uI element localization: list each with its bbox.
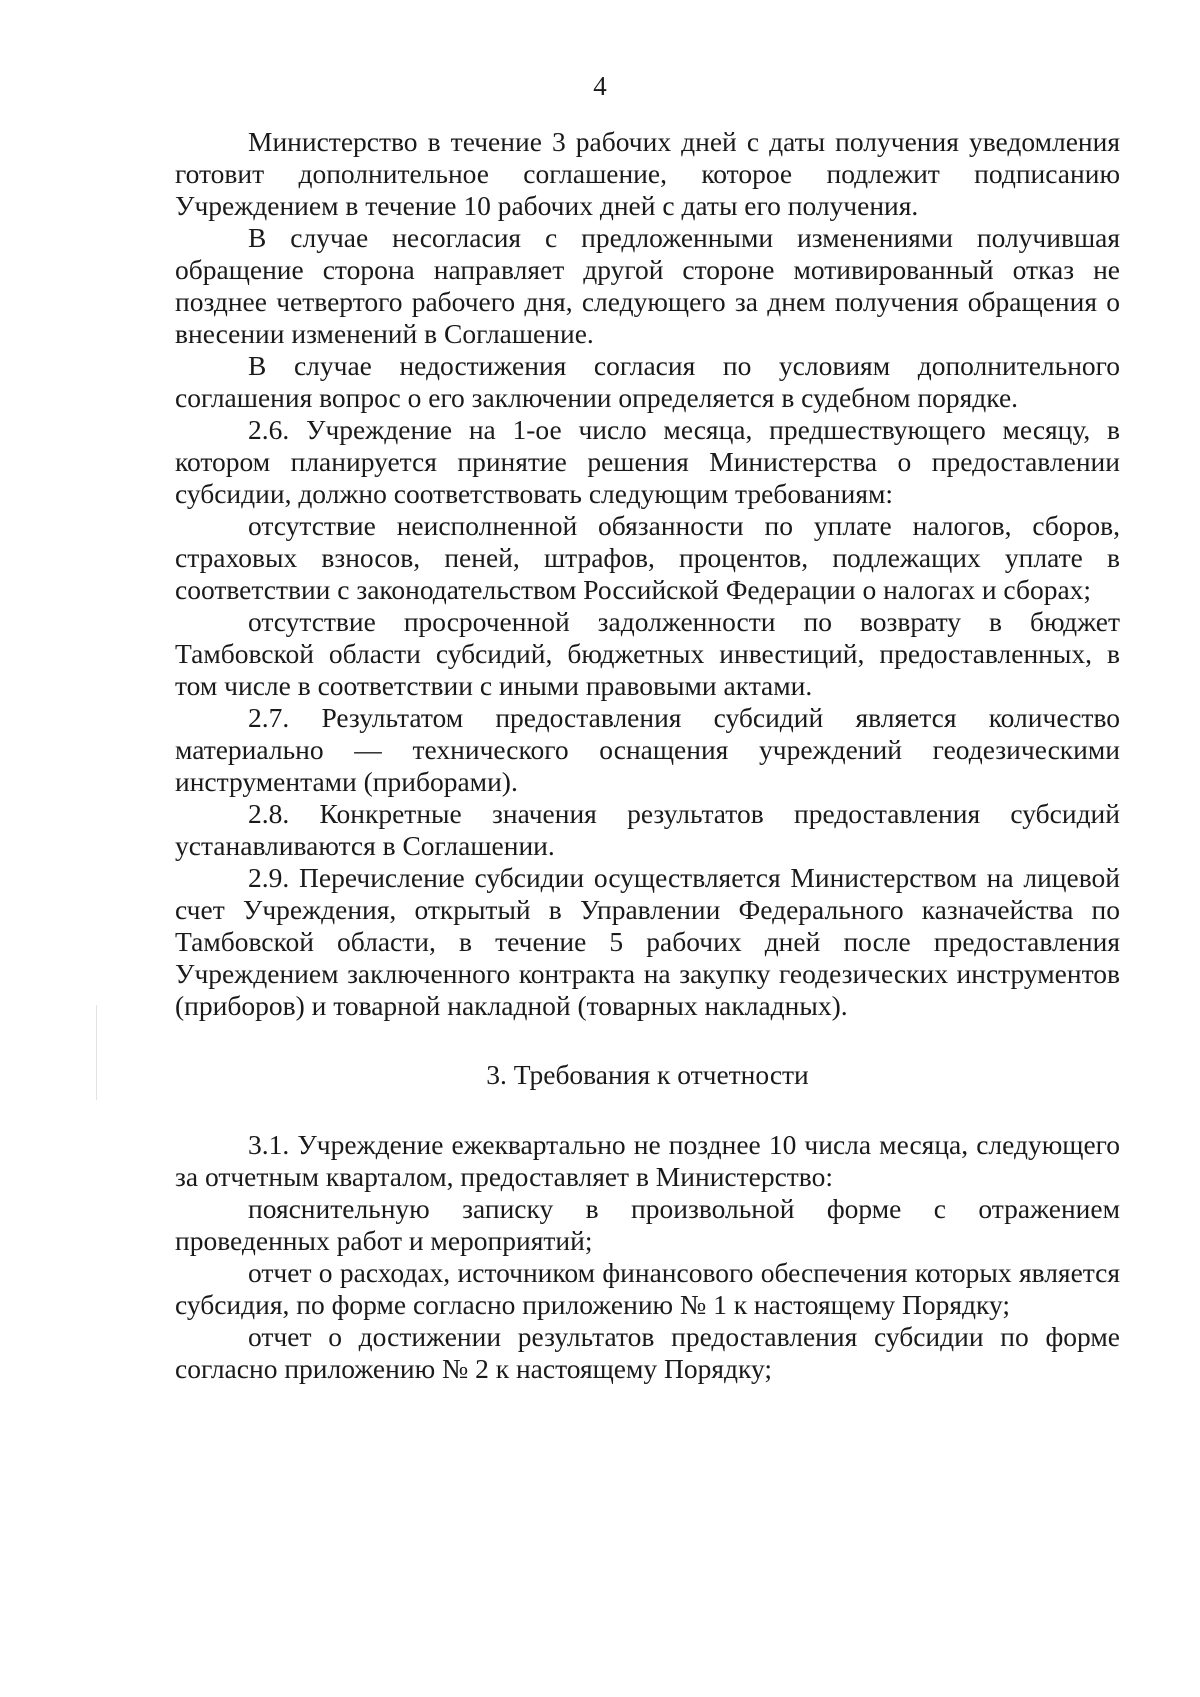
paragraph-2-9: 2.9. Перечисление субсидии осуществляется Министерством на лицевой счет Учреждения, открытый в Управлении Федерального казначейства по Тамбовской области, в течение 5 рабочих дней после предоставления Учреждением заключенного контракта на закупку геодезических инструментов (приборов) и товарной накладной (товарных накладных).	[175, 862, 1120, 1021]
paragraph-explanatory-note: пояснительную записку в произвольной форме с отражением проведенных работ и мероприятий;	[175, 1193, 1120, 1256]
paragraph-no-tax-debt: отсутствие неисполненной обязанности по уплате налогов, сборов, страховых взносов, пеней, штрафов, процентов, подлежащих уплате в соответствии с законодательством Российской Федерации о налогах и сборах;	[175, 510, 1120, 605]
paragraph-results-report: отчет о достижении результатов предоставления субсидии по форме согласно приложению № 2 к настоящему Порядку;	[175, 1321, 1120, 1384]
paragraph-3-1: 3.1. Учреждение ежеквартально не позднее 10 числа месяца, следующего за отчетным кварталом, предоставляет в Министерство:	[175, 1129, 1120, 1192]
paragraph-2-8: 2.8. Конкретные значения результатов предоставления субсидий устанавливаются в Соглашении.	[175, 798, 1120, 861]
section-heading-reporting: 3. Требования к отчетности	[486, 1059, 809, 1090]
paragraph-court-procedure: В случае недостижения согласия по условиям дополнительного соглашения вопрос о его заключении определяется в судебном порядке.	[175, 350, 1120, 413]
document-body	[175, 126, 1120, 1385]
paragraph-expense-report: отчет о расходах, источником финансового обеспечения которых является субсидия, по форме согласно приложению № 1 к настоящему Порядку;	[175, 1257, 1120, 1320]
paragraph-disagreement: В случае несогласия с предложенными изменениями получившая обращение сторона направляет другой стороне мотивированный отказ не позднее четвертого рабочего дня, следующего за днем получения обращения о внесении изменений в Соглашение.	[175, 222, 1120, 349]
paragraph-2-7: 2.7. Результатом предоставления субсидий является количество материально — технического оснащения учреждений геодезическими инструментами (приборами).	[175, 702, 1120, 797]
paragraph-2-6: 2.6. Учреждение на 1-ое число месяца, предшествующего месяцу, в котором планируется принятие решения Министерства о предоставлении субсидии, должно соответствовать следующим требованиям:	[175, 414, 1120, 509]
paragraph-no-overdue-debt: отсутствие просроченной задолженности по возврату в бюджет Тамбовской области субсидий, бюджетных инвестиций, предоставленных, в том числе в соответствии с иными правовыми актами.	[175, 606, 1120, 701]
page-number: 4	[593, 71, 607, 101]
paragraph-ministry-agreement: Министерство в течение 3 рабочих дней с даты получения уведомления готовит дополнительное соглашение, которое подлежит подписанию Учреждением в течение 10 рабочих дней с даты его получения.	[175, 126, 1120, 221]
scan-edge-mark	[96, 1005, 97, 1100]
